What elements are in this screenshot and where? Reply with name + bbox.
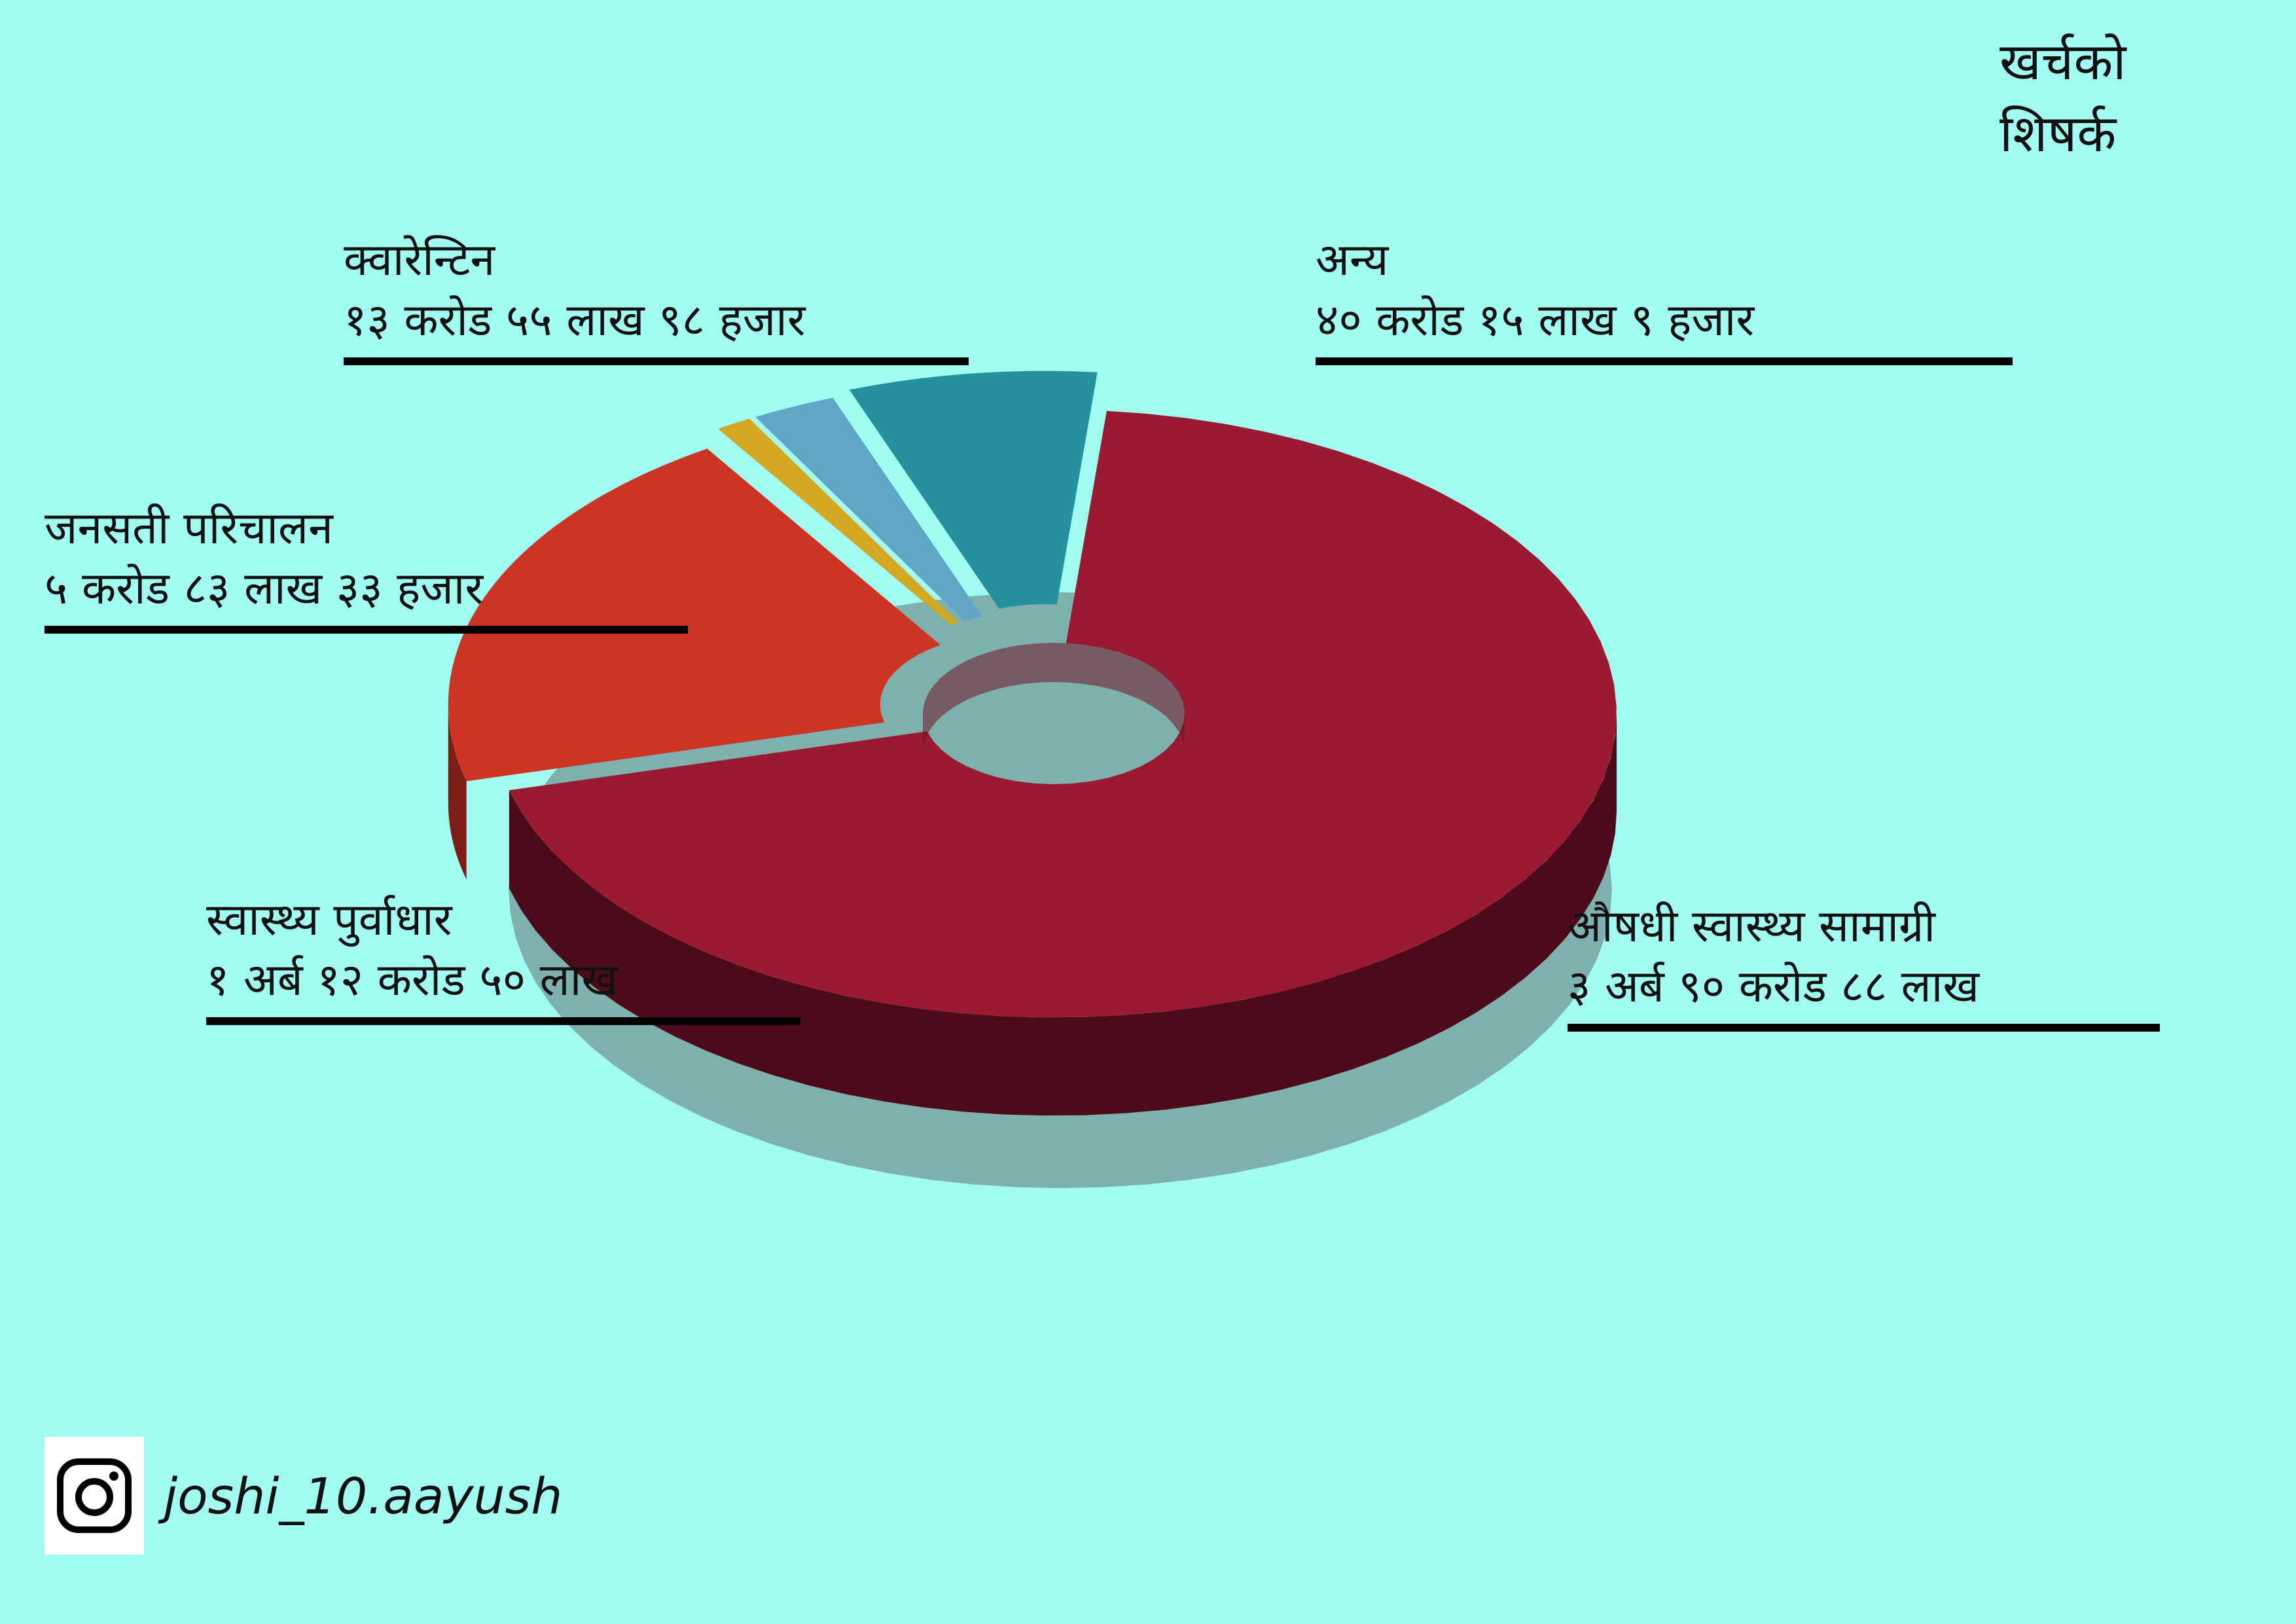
label-health-infrastructure xyxy=(206,890,800,1025)
label-medicine-supplies xyxy=(1568,897,2160,1032)
instagram-handle[interactable]: joshi_10.aayush xyxy=(164,1466,563,1525)
title-line-2: शिषर्क xyxy=(2000,105,2117,164)
label-name: अन्य xyxy=(1316,234,1389,286)
label-quarantine xyxy=(344,230,969,365)
label-underline xyxy=(344,357,969,365)
instagram-icon[interactable] xyxy=(45,1437,144,1555)
label-name: औषधी स्वास्थ्य सामाग्री xyxy=(1568,901,1936,952)
label-amount: ३ अर्ब ९० करोड ८८ लाख xyxy=(1568,961,1980,1013)
label-amount: १ अर्ब १२ करोड ५० लाख xyxy=(206,954,619,1006)
title-line-1: खर्चको xyxy=(2000,33,2126,92)
label-amount: ५ करोड ८३ लाख ३३ हजार xyxy=(45,563,484,615)
label-underline xyxy=(1316,357,2013,365)
chart-slices xyxy=(448,371,1617,1188)
chart-title xyxy=(2000,26,2126,170)
label-other xyxy=(1316,230,2013,365)
label-name: स्वास्थ्य पुर्वाधार xyxy=(206,894,452,946)
label-underline xyxy=(45,626,688,634)
label-name: क्वारेन्टिन xyxy=(344,234,495,286)
label-underline xyxy=(1568,1024,2160,1032)
label-underline xyxy=(206,1017,800,1025)
label-name: जनसती परिचालन xyxy=(45,503,333,554)
label-amount: १३ करोड ५५ लाख ९८ हजार xyxy=(344,295,806,346)
instagram-credit xyxy=(45,1437,562,1555)
label-amount: ४० करोड १५ लाख ९ हजार xyxy=(1316,295,1755,346)
label-manpower xyxy=(45,499,688,634)
